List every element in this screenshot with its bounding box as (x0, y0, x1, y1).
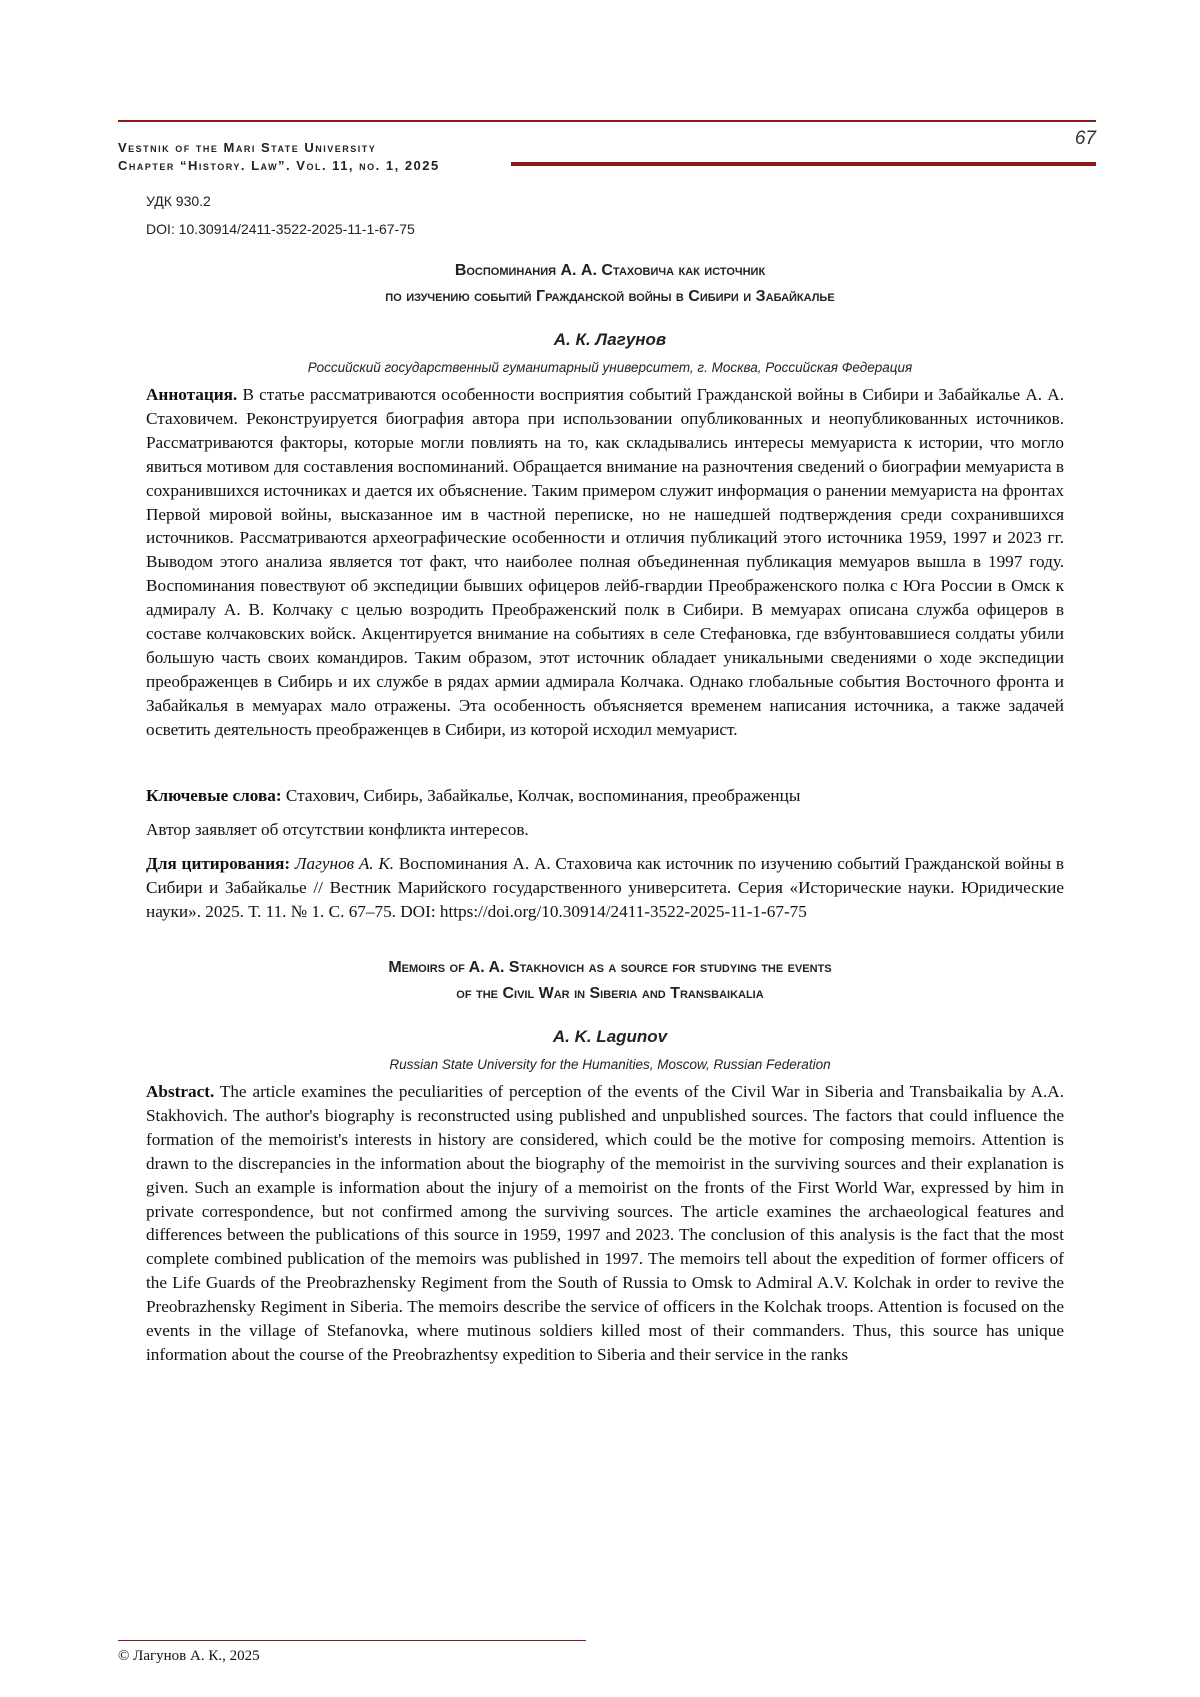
page-number: 67 (1074, 128, 1096, 149)
en-title-line-1: Memoirs of A. A. Stakhovich as a source for studying the events (388, 959, 832, 976)
udk-code: УДК 930.2 (146, 193, 211, 209)
ru-keywords-text: Стахович, Сибирь, Забайкалье, Колчак, воспоминания, преображенцы (281, 786, 801, 805)
ru-keywords-label: Ключевые слова: (146, 786, 282, 805)
doi-line: DOI: 10.30914/2411-3522-2025-11-1-67-75 (146, 221, 415, 237)
ru-affiliation: Российский государственный гуманитарный университет, г. Москва, Российская Федерация (307, 360, 913, 375)
header-accent-rule (511, 162, 1096, 166)
citation (146, 852, 1064, 924)
journal-issue: Chapter “History. Law”. Vol. 11, no. 1, 2025 (118, 158, 440, 173)
citation-text: Воспоминания А. А. Стаховича как источник по изучению событий Гражданской войны в Сибири и Забайкалье // Вестник Марийского государственного университета. Серия «Исторические науки. Юридические науки». 2025. Т. 11. № 1. С. 67–75. DOI: https://doi.org/10.30914/2411-3522-2025-11-1-67-75 (146, 854, 1065, 921)
ru-abstract (146, 383, 1064, 742)
footnote-rule (118, 1640, 586, 1641)
en-title-line-2: of the Civil War in Siberia and Transbaikalia (456, 985, 764, 1002)
journal-name: Vestnik of the Mari State University (118, 140, 377, 155)
en-author: A. K. Lagunov (552, 1027, 668, 1046)
en-abstract (146, 1080, 1064, 1367)
copyright-notice: © Лагунов А. К., 2025 (118, 1648, 260, 1664)
en-abstract-text: The article examines the peculiarities of perception of the events of the Civil War in Siberia and Transbaikalia by A.A. Stakhovich. The author's biography is reconstructed using published and unpublished sources. The factors that could influence the formation of the memoirist's interests in history are considered, which could be the motive for composing memoirs. Attention is drawn to the discrepancies in the information about the biography of the memoirist in the surviving sources and their explanation is given. Such an example is information about the injury of a memoirist on the fronts of the First World War, expressed by him in private correspondence, but not confirmed among the surviving sources. The article examines the archaeological features and differences between the publications of this source in 1959, 1997 and 2023. The conclusion of this analysis is the fact that the most complete combined publication of the memoirs was published in 1997. The memoirs tell about the expedition of former officers of the Life Guards of the Preobrazhensky Regiment from the South of Russia to Omsk to Admiral A.V. Kolchak in order to revive the Preobrazhensky Regiment in Siberia. The memoirs describe the service of officers in the Kolchak troops. Attention is focused on the events in the village of Stefanovka, where mutinous soldiers killed most of their commanders. Thus, this source has unique information about the course of the Preobrazhentsy expedition to Siberia and their service in the ranks (146, 1082, 1064, 1364)
ru-article-title (120, 258, 1100, 310)
header-top-rule (118, 120, 1096, 122)
ru-abstract-text: В статье рассматриваются особенности восприятия событий Гражданской войны в Сибири и Забайкалье А. А. Стаховичем. Реконструируется биография автора при использовании опубликованных и неопубликованных источников. Рассматриваются факторы, которые могли повлиять на то, как складывались интересы мемуариста к истории, что могло явиться мотивом для составления воспоминаний. Обращается внимание на разночтения сведений о биографии мемуариста в сохранившихся источниках и дается их объяснение. Таким примером служит информация о ранении мемуариста на фронтах Первой мировой войны, высказанное им в частной переписке, но не нашедшей подтверждения среди сохранившихся источников. Рассматриваются археографические особенности и отличия публикаций этого источника 1959, 1997 и 2023 гг. Выводом этого анализа является тот факт, что наиболее полная объединенная публикация мемуаров вышла в 1997 году. Воспоминания повествуют об экспедиции бывших офицеров лейб-гвардии Преображенского полка с Юга России в Омск к адмиралу А. В. Колчаку с целью возродить Преображенский полк в Сибири. В мемуарах описана служба офицеров в составе колчаковских войск. Акцентируется внимание на событиях в селе Стефановка, где взбунтовавшиеся солдаты убили большую часть своих командиров. Таким образом, этот источник обладает уникальными сведениями о ходе экспедиции преображенцев в Сибирь и их службе в рядах армии адмирала Колчака. Однако глобальные события Восточного фронта и Забайкалья в мемуарах мало отражены. Эта особенность объясняется временем написания источника, а также задачей осветить деятельность преображенцев в Сибири, из которой исходил мемуарист. (146, 385, 1064, 739)
citation-author: Лагунов А. К. (294, 854, 395, 873)
ru-title-line-2: по изучению событий Гражданской войны в Сибири и Забайкалье (385, 288, 835, 305)
en-article-title (120, 955, 1100, 1007)
en-affiliation: Russian State University for the Humanities, Moscow, Russian Federation (389, 1057, 831, 1072)
en-abstract-label: Abstract. (146, 1082, 215, 1101)
conflict-statement: Автор заявляет об отсутствии конфликта интересов. (146, 820, 529, 839)
citation-label: Для цитирования: (146, 854, 291, 873)
journal-header (118, 139, 440, 175)
ru-author: А. К. Лагунов (553, 330, 667, 349)
ru-abstract-label: Аннотация. (146, 385, 238, 404)
ru-title-line-1: Воспоминания А. А. Стаховича как источник (454, 262, 766, 279)
ru-keywords (146, 784, 1064, 808)
